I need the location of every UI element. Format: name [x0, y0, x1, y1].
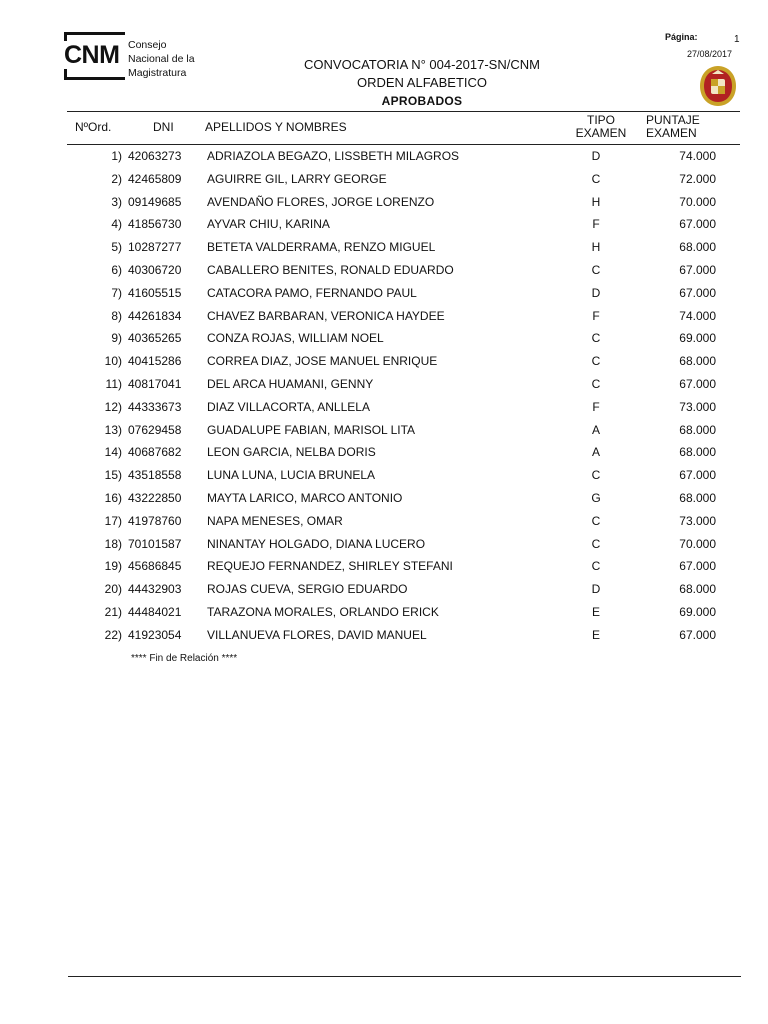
- row-ord: 5): [111, 240, 122, 255]
- row-name: LUNA LUNA, LUCIA BRUNELA: [207, 468, 376, 483]
- row-tipo: C: [591, 468, 601, 483]
- row-score: 68.000: [679, 422, 716, 437]
- row-dni: 41978760: [128, 513, 182, 528]
- row-name: AYVAR CHIU, KARINA: [207, 217, 330, 232]
- row-score: 67.000: [679, 627, 716, 642]
- row-name: NINANTAY HOLGADO, DIANA LUCERO: [207, 536, 426, 551]
- row-tipo: H: [591, 194, 601, 209]
- row-ord: 7): [111, 285, 122, 300]
- row-ord: 21): [104, 605, 122, 619]
- row-dni: 41605515: [128, 285, 182, 300]
- footer-rule: [68, 976, 741, 977]
- column-header-line: TIPO: [586, 113, 615, 127]
- header-top-rule: [67, 111, 740, 112]
- row-name: CORREA DIAZ, JOSE MANUEL ENRIQUE: [207, 354, 438, 369]
- row-dni: 44333673: [128, 399, 182, 414]
- row-dni: 40365265: [128, 331, 182, 346]
- row-score: 67.000: [679, 263, 716, 277]
- table-row: [0, 628, 768, 651]
- row-name: BETETA VALDERRAMA, RENZO MIGUEL: [207, 240, 436, 255]
- row-score: 68.000: [679, 582, 716, 597]
- row-name: AVENDAÑO FLORES, JORGE LORENZO: [207, 194, 435, 209]
- table-row: [0, 240, 768, 263]
- row-ord: 17): [104, 513, 122, 528]
- row-tipo: F: [592, 399, 600, 414]
- row-dni: 44432903: [128, 582, 182, 597]
- table-row: [0, 605, 768, 628]
- row-dni: 41923054: [128, 627, 182, 642]
- row-tipo: C: [591, 513, 601, 528]
- row-dni: 42063273: [128, 149, 182, 163]
- row-tipo: D: [591, 582, 601, 597]
- row-score: 68.000: [679, 354, 716, 369]
- row-dni: 42465809: [128, 171, 182, 186]
- column-header-tipo: [566, 114, 636, 140]
- row-score: 68.000: [679, 491, 716, 505]
- end-of-list-note: **** Fin de Relación ****: [131, 653, 238, 664]
- row-tipo: G: [591, 491, 601, 505]
- row-ord: 12): [104, 399, 122, 414]
- logo-letters: CNM: [64, 41, 120, 69]
- row-dni: 40415286: [128, 354, 182, 369]
- row-score: 67.000: [679, 285, 716, 300]
- row-ord: 3): [111, 194, 122, 209]
- row-score: 72.000: [679, 171, 716, 186]
- row-tipo: C: [591, 263, 601, 277]
- row-score: 67.000: [679, 377, 716, 391]
- row-name: MAYTA LARICO, MARCO ANTONIO: [207, 491, 403, 505]
- row-dni: 43222850: [128, 491, 182, 505]
- page-number: 1: [734, 34, 740, 45]
- column-header-dni: DNI: [153, 120, 174, 134]
- row-tipo: E: [591, 627, 600, 642]
- row-dni: 41856730: [128, 217, 182, 232]
- row-score: 74.000: [679, 308, 716, 323]
- row-tipo: C: [591, 559, 601, 574]
- row-ord: 14): [104, 445, 122, 460]
- row-dni: 40817041: [128, 377, 182, 391]
- row-score: 73.000: [679, 513, 716, 528]
- row-ord: 10): [104, 354, 122, 369]
- row-name: VILLANUEVA FLORES, DAVID MANUEL: [207, 627, 427, 642]
- row-ord: 15): [104, 468, 122, 483]
- row-name: CABALLERO BENITES, RONALD EDUARDO: [207, 263, 454, 277]
- column-header-ord: NºOrd.: [75, 120, 112, 134]
- row-name: TARAZONA MORALES, ORLANDO ERICK: [207, 605, 439, 619]
- report-date: 27/08/2017: [687, 49, 733, 59]
- row-ord: 8): [111, 308, 122, 323]
- institutional-seal-icon: [698, 64, 738, 108]
- table-row: [0, 331, 768, 354]
- logo-line: Nacional de la: [128, 53, 195, 65]
- row-dni: 43518558: [128, 468, 182, 483]
- table-row: [0, 309, 768, 332]
- row-ord: 6): [111, 263, 122, 277]
- row-ord: 16): [104, 491, 122, 505]
- row-name: LEON GARCIA, NELBA DORIS: [207, 445, 376, 460]
- row-dni: 07629458: [128, 422, 182, 437]
- row-score: 68.000: [679, 240, 716, 255]
- row-tipo: C: [591, 536, 601, 551]
- row-dni: 44261834: [128, 308, 182, 323]
- row-dni: 45686845: [128, 559, 182, 574]
- row-name: ADRIAZOLA BEGAZO, LISSBETH MILAGROS: [207, 149, 460, 163]
- table-row: [0, 445, 768, 468]
- row-score: 70.000: [679, 536, 716, 551]
- table-row: [0, 582, 768, 605]
- row-dni: 40306720: [128, 263, 182, 277]
- row-ord: 13): [104, 422, 122, 437]
- row-name: DEL ARCA HUAMANI, GENNY: [207, 377, 374, 391]
- row-name: DIAZ VILLACORTA, ANLLELA: [207, 399, 370, 414]
- row-dni: 40687682: [128, 445, 182, 460]
- row-score: 67.000: [679, 559, 716, 574]
- table-row: [0, 559, 768, 582]
- row-score: 69.000: [679, 331, 716, 346]
- row-name: ROJAS CUEVA, SERGIO EDUARDO: [207, 582, 408, 597]
- table-row: [0, 468, 768, 491]
- row-dni: 70101587: [128, 536, 182, 551]
- table-row: [0, 423, 768, 446]
- row-tipo: F: [592, 217, 600, 232]
- row-tipo: C: [591, 331, 601, 346]
- row-ord: 22): [104, 627, 122, 642]
- row-tipo: F: [592, 308, 600, 323]
- row-tipo: D: [591, 149, 601, 163]
- document-order: ORDEN ALFABETICO: [356, 75, 488, 90]
- row-tipo: H: [591, 240, 601, 255]
- table-row: [0, 537, 768, 560]
- table-row: [0, 217, 768, 240]
- row-ord: 19): [104, 559, 122, 574]
- row-dni: 44484021: [128, 605, 182, 619]
- table-row: [0, 286, 768, 309]
- logo-line: Consejo: [128, 39, 167, 51]
- table-row: [0, 514, 768, 537]
- table-row: [0, 354, 768, 377]
- table-row: [0, 172, 768, 195]
- column-header-line: PUNTAJE: [646, 113, 700, 127]
- table-row: [0, 149, 768, 172]
- row-score: 74.000: [679, 149, 716, 163]
- column-header-puntaje: [646, 114, 716, 140]
- row-ord: 2): [111, 171, 122, 186]
- row-tipo: C: [591, 377, 601, 391]
- page-label: Página:: [665, 32, 698, 42]
- row-tipo: D: [591, 285, 601, 300]
- column-header-line: EXAMEN: [646, 126, 697, 140]
- table-row: [0, 377, 768, 400]
- table-row: [0, 195, 768, 218]
- column-header-name: APELLIDOS Y NOMBRES: [205, 120, 347, 134]
- header-bottom-rule: [67, 144, 740, 145]
- row-tipo: C: [591, 171, 601, 186]
- logo-line: Magistratura: [128, 67, 187, 79]
- row-ord: 20): [104, 582, 122, 597]
- row-name: CHAVEZ BARBARAN, VERONICA HAYDEE: [207, 308, 445, 323]
- row-score: 67.000: [679, 217, 716, 232]
- document-title: CONVOCATORIA N° 004-2017-SN/CNM: [304, 57, 540, 72]
- row-ord: 4): [111, 217, 122, 232]
- row-ord: 18): [104, 536, 122, 551]
- row-tipo: C: [591, 354, 601, 369]
- row-score: 67.000: [679, 468, 716, 483]
- row-score: 68.000: [679, 445, 716, 460]
- row-score: 69.000: [679, 605, 716, 619]
- row-score: 70.000: [679, 194, 716, 209]
- row-name: NAPA MENESES, OMAR: [207, 513, 343, 528]
- row-name: GUADALUPE FABIAN, MARISOL LITA: [207, 422, 416, 437]
- row-ord: 9): [111, 331, 122, 346]
- row-dni: 10287277: [128, 240, 182, 255]
- column-header-line: EXAMEN: [575, 126, 627, 140]
- row-ord: 1): [111, 149, 122, 163]
- row-score: 73.000: [679, 399, 716, 414]
- table-row: [0, 400, 768, 423]
- row-tipo: A: [591, 422, 600, 437]
- table-row: [0, 491, 768, 514]
- row-name: CONZA ROJAS, WILLIAM NOEL: [207, 331, 384, 346]
- row-tipo: E: [591, 605, 600, 619]
- row-name: AGUIRRE GIL, LARRY GEORGE: [207, 171, 387, 186]
- row-name: REQUEJO FERNANDEZ, SHIRLEY STEFANI: [207, 559, 453, 574]
- row-tipo: A: [591, 445, 600, 460]
- table-row: [0, 263, 768, 286]
- row-ord: 11): [105, 377, 122, 391]
- row-dni: 09149685: [128, 194, 182, 209]
- document-status: APROBADOS: [381, 94, 463, 108]
- row-name: CATACORA PAMO, FERNANDO PAUL: [207, 285, 417, 300]
